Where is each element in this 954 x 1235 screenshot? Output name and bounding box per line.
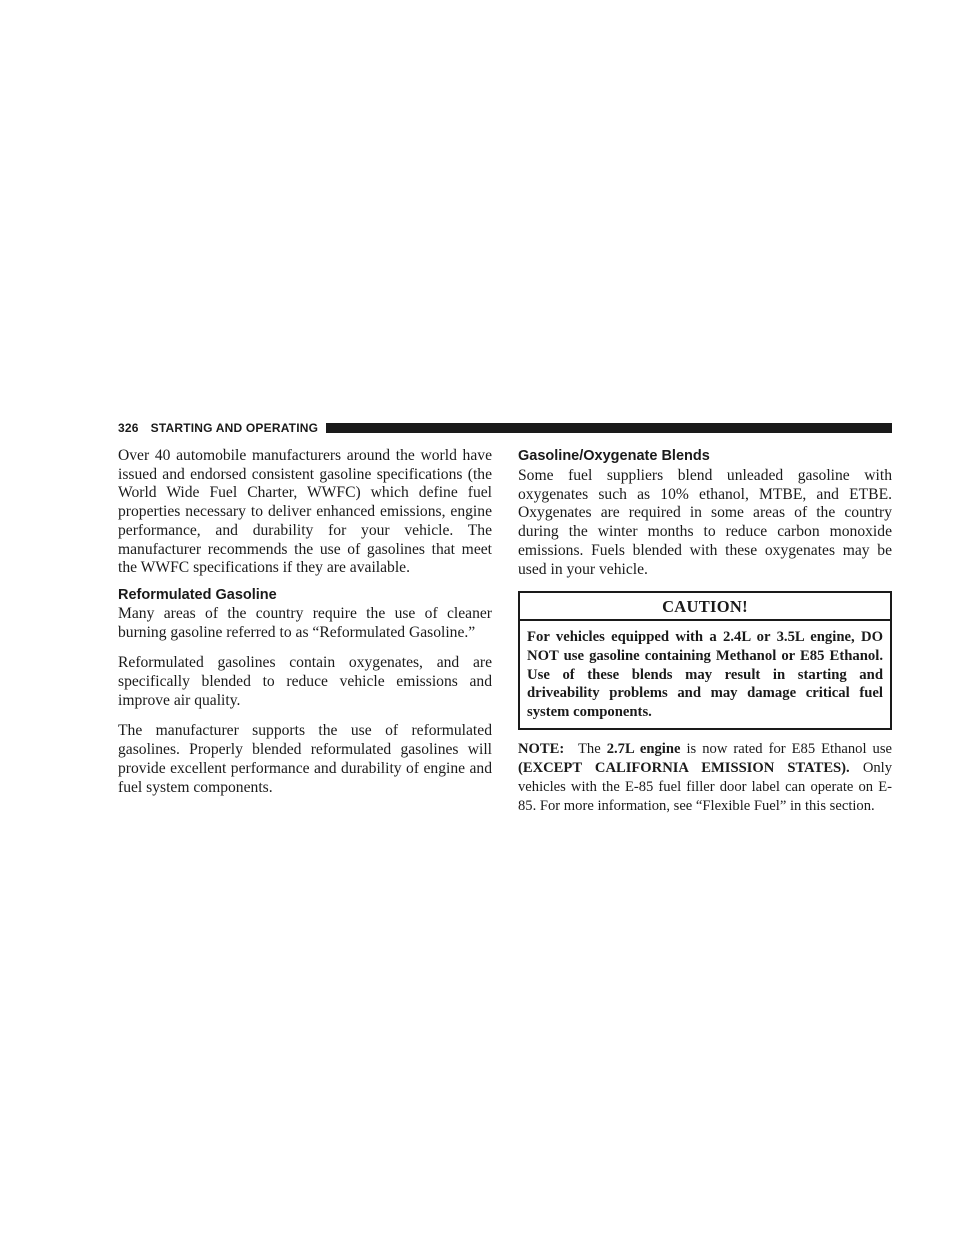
note-label: NOTE: <box>518 740 565 757</box>
caution-title: CAUTION! <box>520 593 890 621</box>
reformulated-paragraph-1: Many areas of the country require the use of cleaner burning gasoline referred to as “Reformulated Gasoline.” <box>118 604 492 641</box>
intro-paragraph: Over 40 automobile manufacturers around the world have issued and endorsed consistent gasoline specifications (the World Wide Fuel Charter, WWFC) which define fuel properties necessary to deliver enhanced emissions, engine performance, and durability for your vehicle. The manufacturer recommends the use of gasolines that meet the WWFC specifications if they are available. <box>118 447 492 577</box>
left-column <box>118 447 492 797</box>
section-title: STARTING AND OPERATING <box>150 421 319 435</box>
note-text-2: is now rated for E85 Ethanol use <box>686 740 893 757</box>
note-text-3: Only vehicles with the E-85 fuel filler door label can operate on E-85. For more information, see “Flexible Fuel” in this section. <box>518 759 892 814</box>
note-engine: 2.7L engine <box>606 740 681 757</box>
right-column <box>518 447 892 816</box>
caution-box <box>518 591 892 730</box>
header-rule <box>326 423 892 433</box>
note-states: (EXCEPT CALIFORNIA EMISSION STATES). <box>518 759 850 776</box>
caution-body: For vehicles equipped with a 2.4L or 3.5L engine, DO NOT use gasoline containing Methanol or E85 Ethanol. Use of these blends may result in starting and driveability problems and may damage critical fuel system components. <box>527 629 883 721</box>
reformulated-paragraph-3: The manufacturer supports the use of reformulated gasolines. Properly blended reformulated gasolines will provide excellent performance and durability of engine and fuel system components. <box>118 722 492 796</box>
oxygenate-blends-heading: Gasoline/Oxygenate Blends <box>518 448 710 464</box>
page-number: 326 <box>118 421 139 435</box>
note-text-1: The <box>577 740 601 757</box>
page-header <box>118 418 892 438</box>
reformulated-gasoline-heading: Reformulated Gasoline <box>118 586 277 603</box>
note-paragraph <box>518 740 892 816</box>
reformulated-paragraph-2: Reformulated gasolines contain oxygenates, and are specifically blended to reduce vehicle emissions and improve air quality. <box>118 654 492 709</box>
oxygenate-paragraph: Some fuel suppliers blend unleaded gasoline with oxygenates such as 10% ethanol, MTBE, and ETBE. Oxygenates are required in some areas of the country during the winter months to reduce carbon monoxide emissions. Fuels blended with these oxygenates may be used in your vehicle. <box>518 467 892 578</box>
